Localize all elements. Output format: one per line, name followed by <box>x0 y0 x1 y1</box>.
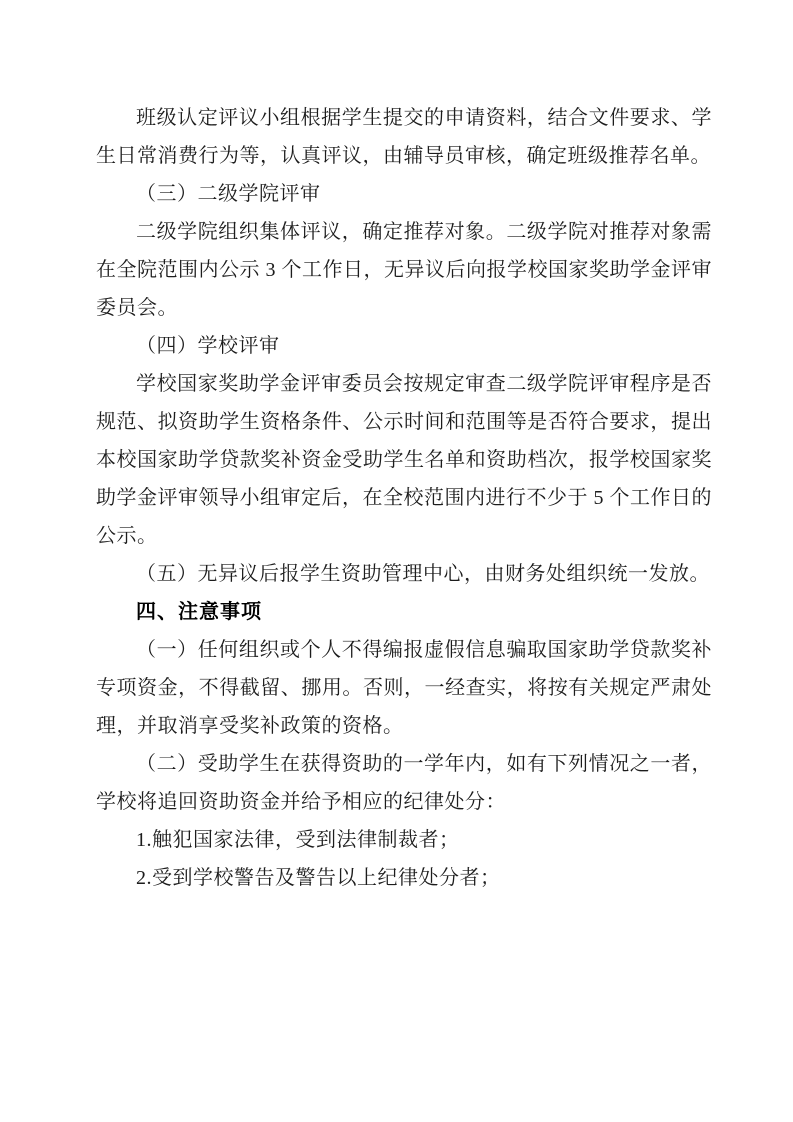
paragraph-college-review-body: 二级学院组织集体评议，确定推荐对象。二级学院对推荐对象需在全院范围内公示 3 个工作日，无异议后向报学校国家奖助学金评审委员会。 <box>96 221 712 319</box>
paragraph-school-review-body: 学校国家奖助学金评审委员会按规定审查二级学院评审程序是否规范、拟资助学生资格条件、公示时间和范围等是否符合要求，提出本校国家助学贷款奖补资金受助学生名单和资助档次，报学校国家奖助学金评审领导小组审定后，在全校范围内进行不少于 5 个工作日的公示。 <box>96 373 712 547</box>
paragraph-class-review-body: 班级认定评议小组根据学生提交的申请资料，结合文件要求、学生日常消费行为等，认真评议，由辅导员审核，确定班级推荐名单。 <box>96 107 712 167</box>
paragraph-note-2: （二）受助学生在获得资助的一学年内，如有下列情况之一者，学校将追回资助资金并给予相应的纪律处分： <box>96 753 712 813</box>
subsection-title-college-review: （三）二级学院评审 <box>136 183 321 205</box>
numbered-item-1: 1.触犯国家法律，受到法律制裁者； <box>136 829 460 851</box>
paragraph-disbursement: （五）无异议后报学生资助管理中心，由财务处组织统一发放。 <box>136 563 710 585</box>
document-body <box>96 99 712 897</box>
numbered-item-2: 2.受到学校警告及警告以上纪律处分者； <box>136 867 501 889</box>
section-heading-notes: 四、注意事项 <box>136 601 262 623</box>
paragraph-note-1: （一）任何组织或个人不得编报虚假信息骗取国家助学贷款奖补专项资金，不得截留、挪用。否则，一经查实，将按有关规定严肃处理，并取消享受奖补政策的资格。 <box>96 639 712 737</box>
subsection-title-school-review: （四）学校评审 <box>136 335 280 357</box>
